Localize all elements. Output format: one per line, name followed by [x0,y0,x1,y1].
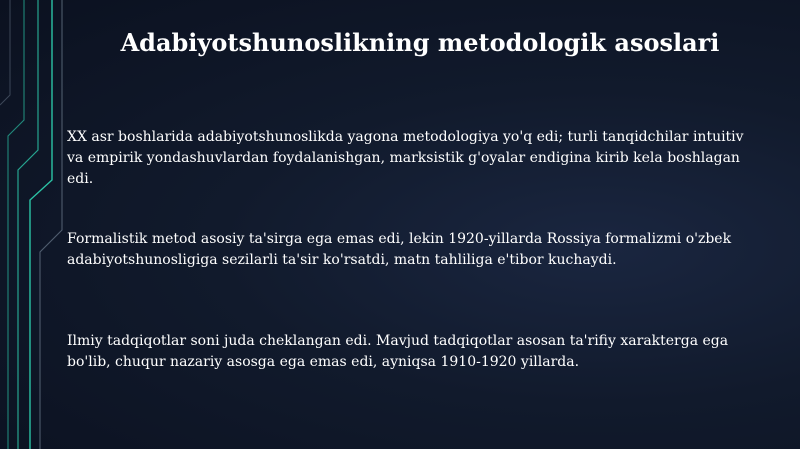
slide-title: Adabiyotshunoslikning metodologik asoslari [120,28,720,57]
paragraph-2: Formalistik metod asosiy ta'sirga ega emas edi, lekin 1920-yillarda Rossiya formalizmi o'zbek adabiyotshunosligiga sezilarli ta'sir ko'rsatdi, matn tahliliga e'tibor kuchaydi. [67,231,732,268]
paragraph-1: XX asr boshlarida adabiyotshunoslikda yagona metodologiya yo'q edi; turli tanqidchilar intuitiv va empirik yondashuvlardan foydalanishgan, marksistik g'oyalar endigina kirib kela boshlagan edi. [67,129,744,187]
decorative-circuit-lines [0,0,120,449]
paragraph-3: Ilmiy tadqiqotlar soni juda cheklangan edi. Mavjud tadqiqotlar asosan ta'rifiy xarakterga ega bo'lib, chuqur nazariy asosga ega emas edi, ayniqsa 1910-1920 yillarda. [67,333,729,370]
